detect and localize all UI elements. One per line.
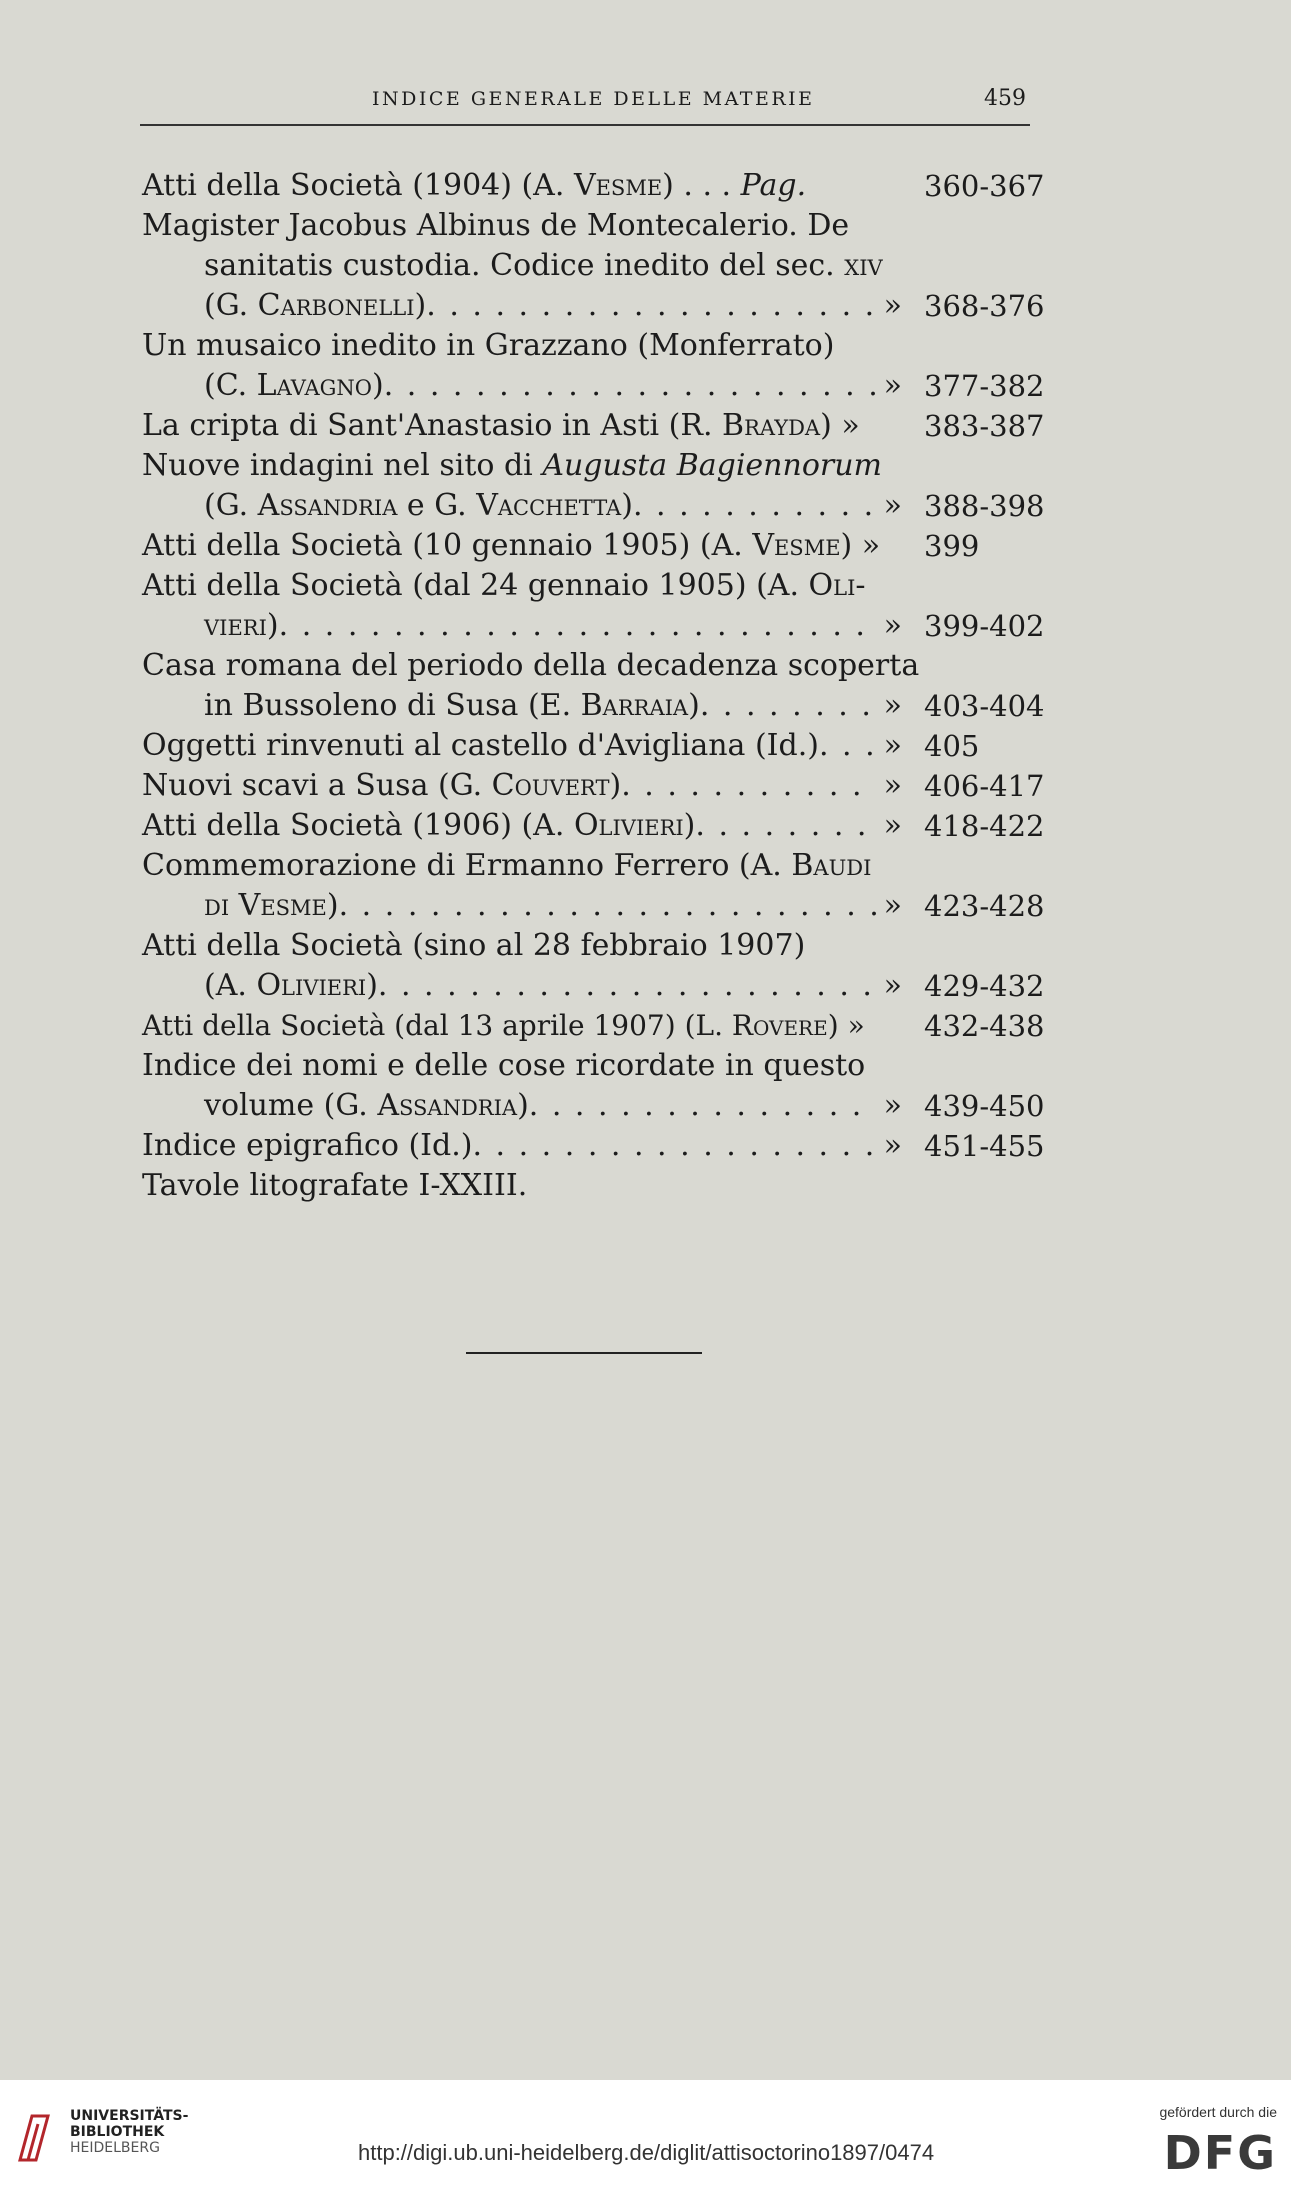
toc-entry: Nuovi scavi a Susa (G. Couvert) . . . »: [142, 766, 902, 806]
page-range: 423-428: [924, 889, 1045, 923]
page-range: 439-450: [924, 1089, 1045, 1123]
page-range: 399-402: [924, 609, 1045, 643]
toc-entry: Indice dei nomi e delle cose ricordate in questo: [142, 1048, 866, 1083]
toc-entry: Un musaico inedito in Grazzano (Monferrato): [142, 328, 835, 363]
toc-entry: Commemorazione di Ermanno Ferrero (A. Baudi: [142, 848, 872, 883]
page-range: 383-387: [924, 409, 1045, 443]
toc-entry-continuation: (G. Assandria e G. Vacchetta) . . . »: [204, 486, 902, 526]
library-logo-icon: [14, 2110, 54, 2166]
toc-entry-continuation: in Bussoleno di Susa (E. Barraia) . . . »: [204, 686, 902, 726]
toc-entry: Tavole litografate I-XXIII.: [142, 1168, 528, 1203]
running-header: [140, 84, 1030, 126]
end-rule: [466, 1352, 702, 1354]
page-range: 429-432: [924, 969, 1045, 1003]
page-range: 432-438: [924, 1009, 1045, 1043]
page-range: 368-376: [924, 289, 1045, 323]
toc-entry: Atti della Società (1904) (A. Vesme) . . . Pag.: [142, 168, 807, 203]
toc-entry-continuation: sanitatis custodia. Codice inedito del sec. xiv: [204, 248, 883, 283]
page-range: 451-455: [924, 1129, 1045, 1163]
toc-entry: Atti della Società (10 gennaio 1905) (A. Vesme) »: [142, 528, 881, 563]
toc-entry: Atti della Società (1906) (A. Olivieri) . . . »: [142, 806, 902, 846]
toc-entry-continuation: volume (G. Assandria) . . . »: [204, 1086, 902, 1126]
page-range: 405: [924, 729, 980, 763]
toc-entry: Magister Jacobus Albinus de Montecalerio. De: [142, 208, 850, 243]
page-marker: Pag.: [740, 168, 807, 203]
toc-entry-continuation: (A. Olivieri) . . . »: [204, 966, 902, 1006]
toc-entry: Casa romana del periodo della decadenza scoperta: [142, 648, 920, 683]
page-range: 403-404: [924, 689, 1045, 723]
toc-entry: Atti della Società (dal 24 gennaio 1905) (A. Oli-: [142, 568, 866, 603]
toc-entry: La cripta di Sant'Anastasio in Asti (R. Brayda) »: [142, 408, 860, 443]
toc-entry-continuation: (C. Lavagno) . . . »: [204, 366, 902, 406]
page-range: 360-367: [924, 169, 1045, 203]
dfg-logo: DFG: [1163, 2126, 1277, 2180]
toc-entry: Nuove indagini nel sito di Augusta Bagiennorum: [142, 448, 882, 483]
header-title: INDICE GENERALE DELLE MATERIE: [372, 88, 815, 110]
toc-entry-continuation: (G. Carbonelli) . . . »: [204, 286, 902, 326]
permalink-url[interactable]: http://digi.ub.uni-heidelberg.de/diglit/attisoctorino1897/0474: [358, 2140, 935, 2165]
library-name: UNIVERSITÄTS- BIBLIOTHEK HEIDELBERG: [70, 2108, 189, 2156]
toc-entry: Indice epigrafico (Id.) . . . »: [142, 1126, 902, 1166]
page-range: 406-417: [924, 769, 1045, 803]
toc-entry: Atti della Società (sino al 28 febbraio 1907): [142, 928, 806, 963]
toc-entry: Atti della Società (dal 13 aprile 1907) (L. Rovere) »: [142, 1009, 865, 1042]
viewer-footer: [0, 2080, 1291, 2194]
page-range: 388-398: [924, 489, 1045, 523]
page-range: 418-422: [924, 809, 1045, 843]
page-number: 459: [984, 86, 1026, 111]
toc-entry-continuation: di Vesme) . . . »: [204, 886, 902, 926]
toc-entry-continuation: vieri) . . . »: [204, 606, 902, 646]
page-range: 399: [924, 529, 980, 563]
funding-note: gefördert durch die: [1159, 2104, 1277, 2120]
page-range: 377-382: [924, 369, 1045, 403]
toc-entry: Oggetti rinvenuti al castello d'Avigliana (Id.) . . . »: [142, 726, 902, 766]
